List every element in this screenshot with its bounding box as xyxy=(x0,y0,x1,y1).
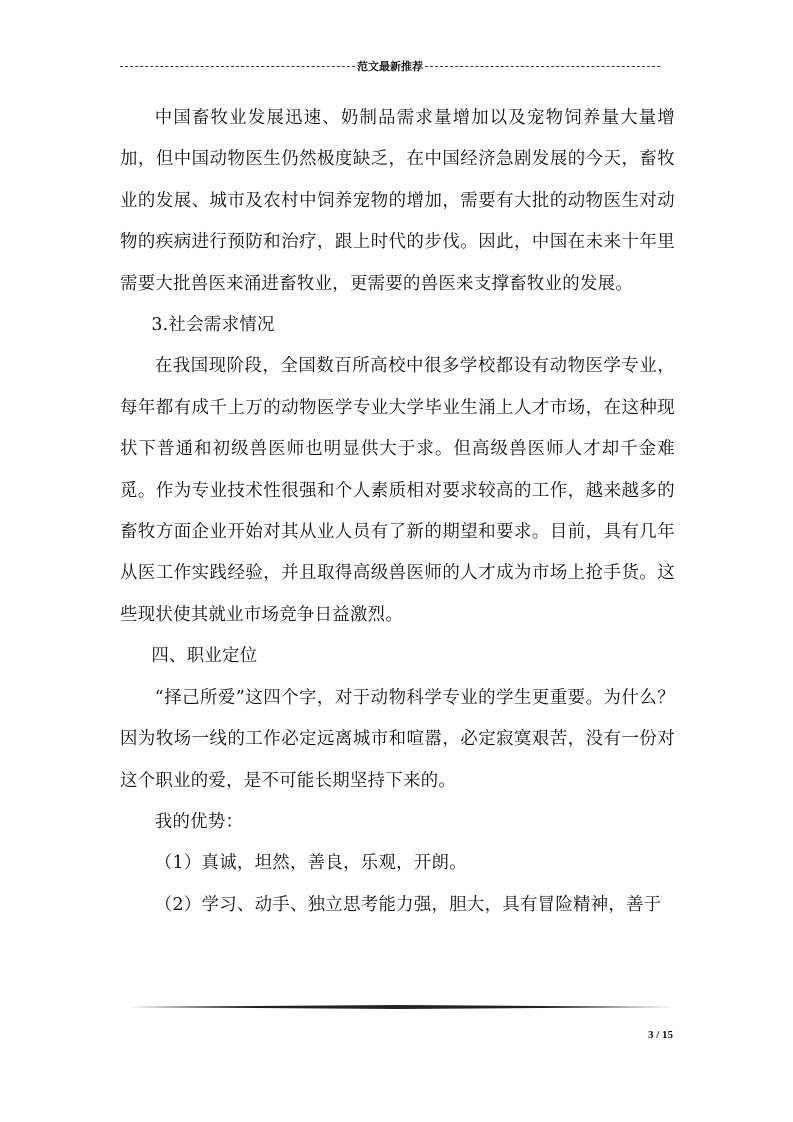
header-title: 范文最新推荐 xyxy=(357,60,423,73)
paragraph: “择己所爱”这四个字，对于动物科学专业的学生更重要。为什么？因为牧场一线的工作必定远离城市和喧嚣，必定寂寞艰苦，没有一份对这个职业的爱，是不可能长期坚持下来的。 xyxy=(120,687,675,791)
header-dash-right xyxy=(425,66,660,67)
document-body xyxy=(120,98,675,926)
paragraph: 我的优势： xyxy=(154,811,244,832)
page-header xyxy=(120,58,660,74)
footer-divider xyxy=(120,1005,675,1009)
paragraph: 中国畜牧业发展迅速、奶制品需求量增加以及宠物饲养量大量增加，但中国动物医生仍然极度缺乏，在中国经济急剧发展的今天，畜牧业的发展、城市及农村中饲养宠物的增加，需要有大批的动物医生对动物的疾病进行预防和治疗，跟上时代的步伐。因此，中国在未来十年里需要大批兽医来涌进畜牧业，更需要的兽医来支撑畜牧业的发展。 xyxy=(120,108,675,294)
page-number: 3 / 15 xyxy=(647,1029,673,1041)
header-dash-left xyxy=(120,66,355,67)
list-item: （1）真诚，坦然，善良，乐观，开朗。 xyxy=(154,853,467,874)
paragraph: 在我国现阶段，全国数百所高校中很多学校都设有动物医学专业，每年都有成千上万的动物医学专业大学毕业生涌上人才市场，在这种现状下普通和初级兽医师也明显供大于求。但高级兽医师人才却千金难觅。作为专业技术性很强和个人素质相对要求较高的工作，越来越多的畜牧方面企业开始对其从业人员有了新的期望和要求。目前，具有几年从医工作实践经验，并且取得高级兽医师的人才成为市场上抢手货。这些现状使其就业市场竞争日益激烈。 xyxy=(120,356,675,625)
section-heading: 四、职业定位 xyxy=(151,646,258,667)
section-heading: 3.社会需求情况 xyxy=(151,315,275,336)
list-item: （2）学习、动手、独立思考能力强，胆大，具有冒险精神，善于 xyxy=(154,894,662,915)
